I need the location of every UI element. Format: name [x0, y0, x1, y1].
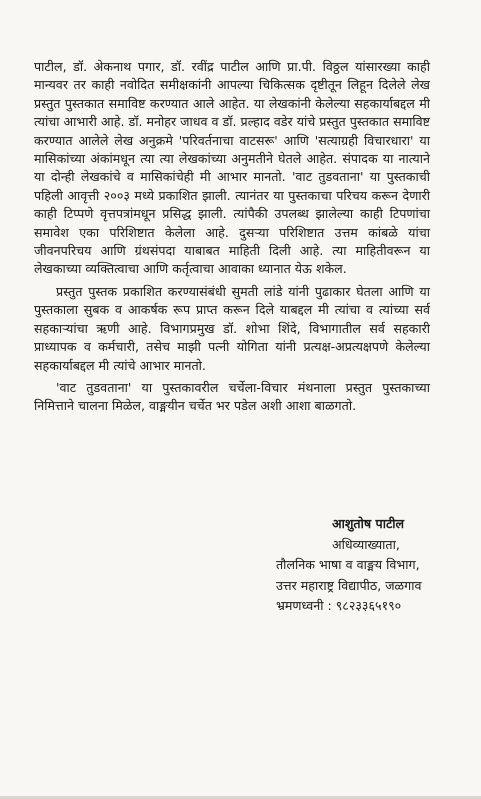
paragraph-acknowledgements: पाटील, डॉ. अेकनाथ पगार, डॉ. रवींद्र पाटील आणि प्रा.पी. विठ्ठल यांसारख्या काही मान्यवर तर काही नवोदित समीक्षकांनी आपल्या चिकित्सक दृष्टीतून लिहून दिलेले लेख प्रस्तुत पुस्तकात समाविष्ट करण्यात आले आहेत. या लेखकांनी केलेल्या सहकार्याबद्दल मी त्यांचा आभारी आहे. डॉ. मनोहर जाधव व डॉ. प्रल्हाद वडेर यांचे प्रस्तुत पुस्तकात समाविष्ट करण्यात आलेले लेख अनुक्रमे 'परिवर्तनाचा वाटसरू' आणि 'सत्याग्रही विचारधारा' या मासिकांच्या अंकांमधून त्या त्या लेखकांच्या अनुमतीने घेतले आहेत. संपादक या नात्याने या दोन्ही लेखकांचे व मासिकांचेही मी आभार मानतो. 'वाट तुडवताना' या पुस्तकाची पहिली आवृत्ती २००३ मध्ये प्रकाशित झाली. त्यानंतर या पुस्तकाचा परिचय करून देणारी काही टिप्पणे वृत्तपत्रांमधून प्रसिद्ध झाली. त्यांपैकी उपलब्ध झालेल्या काही टिपणांचा समावेश एका परिशिष्टात केलेला आहे. दुसऱ्या परिशिष्टात उत्तम कांबळे यांचा जीवनपरिचय आणि ग्रंथसंपदा याबाबत माहिती दिली आहे. त्या माहितीवरून या लेखकाच्या व्यक्तित्वाचा आणि कर्तृत्वाचा आवाका ध्यानात येऊ शकेल.: [34, 59, 430, 277]
author-phone: भ्रमणध्वनी : ९८२३३६५१९०: [276, 598, 402, 613]
author-name: आशुतोष पाटील: [332, 516, 405, 531]
author-university: उत्तर महाराष्ट्र विद्यापीठ, जळगाव: [276, 577, 422, 593]
signature-block: [276, 514, 476, 617]
body-text: [34, 58, 430, 420]
paragraph-publisher-thanks: प्रस्तुत पुस्तक प्रकाशित करण्यासंबंधी सुमती लांडे यांनी पुढाकार घेतला आणि या पुस्तकाला सुबक व आकर्षक रूप प्राप्त करून दिले याबद्दल मी त्यांचा व त्यांच्या सर्व सहकाऱ्यांचा ऋणी आहे. विभागप्रमुख डॉ. शोभा शिंदे, विभागातील सर्व सहकारी प्राध्यापक व कर्मचारी, तसेच माझी पत्नी योगिता यांनी प्रत्यक्ष-अप्रत्यक्षपणे केलेल्या सहकार्याबद्दल मी त्यांचे आभार मानतो.: [34, 283, 430, 373]
author-department: तौलनिक भाषा व वाङ्मय विभाग,: [276, 557, 420, 572]
paragraph-closing: 'वाट तुडवताना' या पुस्तकावरील चर्चेला-विचार मंथनाला प्रस्तुत पुस्तकाच्या निमित्ताने चालना मिळेल, वाङ्मयीन चर्चेत भर पडेल अशी आशा बाळगतो.: [34, 379, 430, 414]
author-designation: अधिव्याख्याता,: [332, 536, 400, 552]
